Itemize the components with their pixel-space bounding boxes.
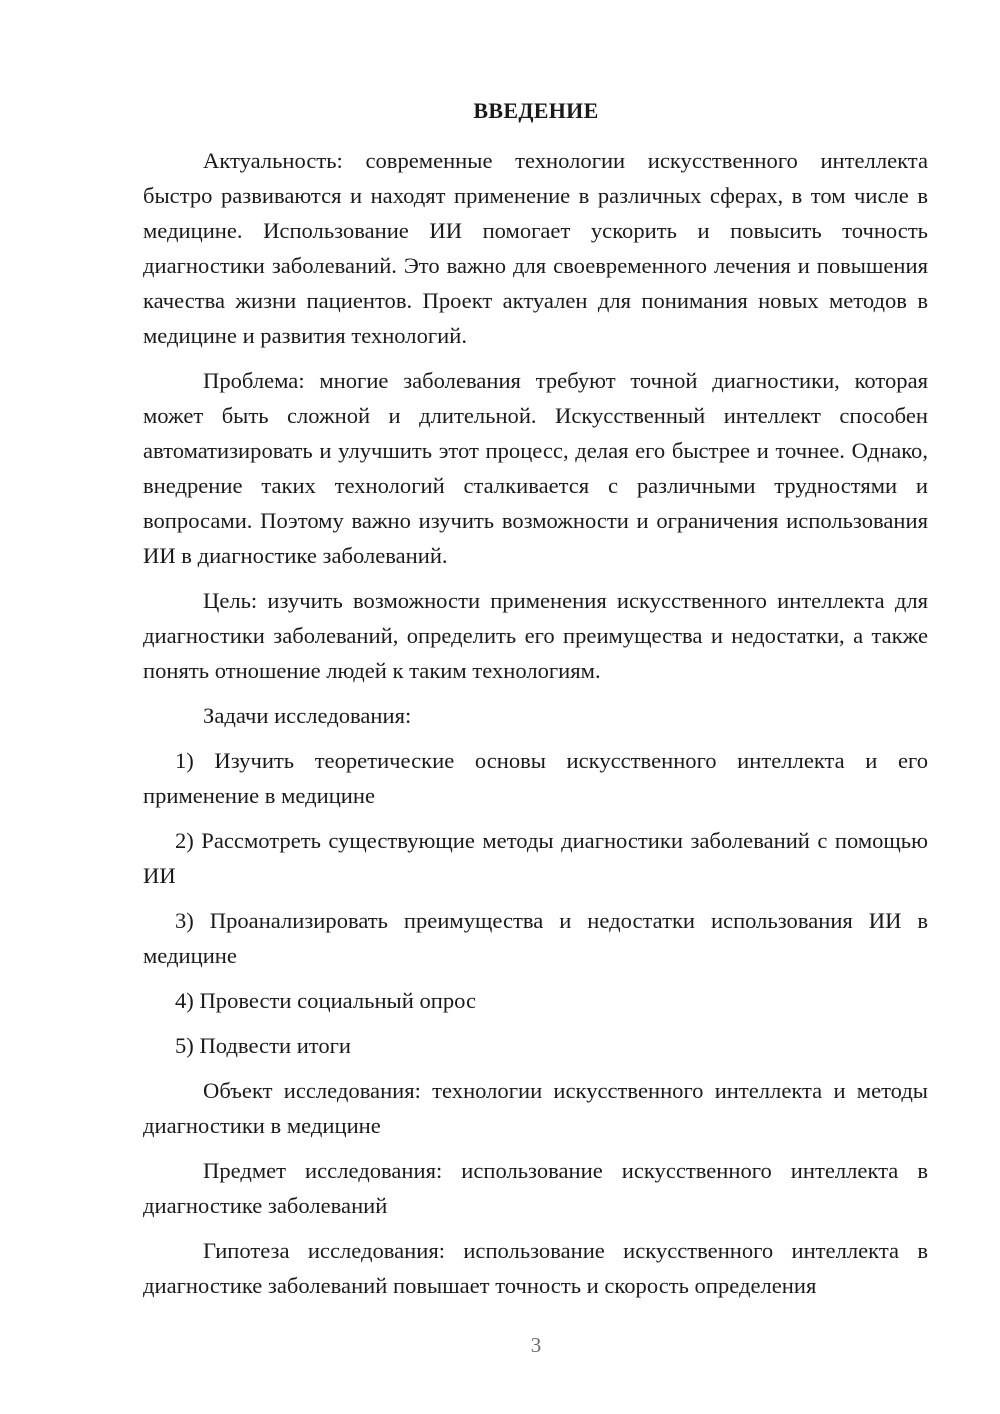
paragraph-goal: Цель: изучить возможности применения искусственного интеллекта для диагностики заболеваний, определить его преимущества и недостатки, а также понять отношение людей к таким технологиям. bbox=[143, 588, 928, 683]
tasks-heading: Задачи исследования: bbox=[203, 703, 412, 728]
paragraph-problem: Проблема: многие заболевания требуют точной диагностики, которая может быть сложной и длительной. Искусственный интеллект способен автоматизировать и улучшить этот процесс, делая его быстрее и точнее. Однако, внедрение таких технологий сталкивается с различными трудностями и вопросами. Поэтому важно изучить возможности и ограничения использования ИИ в диагностике заболеваний. bbox=[143, 368, 928, 568]
page-number: 3 bbox=[530, 1333, 542, 1357]
task-item: 5) Подвести итоги bbox=[175, 1033, 352, 1058]
task-item: 4) Провести социальный опрос bbox=[175, 988, 477, 1013]
paragraph-subject: Предмет исследования: использование искусственного интеллекта в диагностике заболеваний bbox=[143, 1158, 928, 1218]
document-body bbox=[143, 143, 928, 1313]
task-item: 1) Изучить теоретические основы искусственного интеллекта и его применение в медицине bbox=[143, 748, 928, 808]
paragraph-object: Объект исследования: технологии искусственного интеллекта и методы диагностики в медицине bbox=[143, 1078, 928, 1138]
task-item: 3) Проанализировать преимущества и недостатки использования ИИ в медицине bbox=[143, 908, 928, 968]
task-item: 2) Рассмотреть существующие методы диагностики заболеваний с помощью ИИ bbox=[143, 828, 928, 888]
page-title: ВВЕДЕНИЕ bbox=[473, 98, 599, 123]
paragraph-relevance: Актуальность: современные технологии искусственного интеллекта быстро развиваются и находят применение в различных сферах, в том числе в медицине. Использование ИИ помогает ускорить и повысить точность диагностики заболеваний. Это важно для своевременного лечения и повышения качества жизни пациентов. Проект актуален для понимания новых методов в медицине и развития технологий. bbox=[143, 148, 928, 348]
paragraph-hypothesis: Гипотеза исследования: использование искусственного интеллекта в диагностике заболеваний повышает точность и скорость определения bbox=[143, 1238, 928, 1298]
